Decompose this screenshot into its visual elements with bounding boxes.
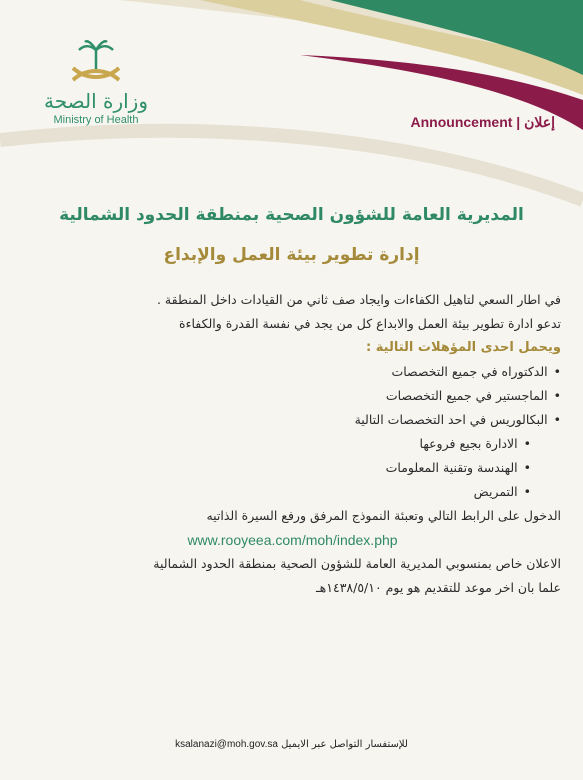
application-link[interactable]: www.rooyeea.com/moh/index.php (187, 532, 398, 548)
eligibility-note: الاعلان خاص بمنسوبي المديرية العامة للشؤون الصحية بمنطقة الحدود الشمالية (153, 556, 561, 571)
main-title: المديرية العامة للشؤون الصحية بمنطقة الحدود الشمالية (59, 205, 524, 225)
announcement-body (24, 288, 561, 600)
ministry-logo (36, 40, 156, 126)
specialization-item: • التمريض (24, 480, 561, 504)
logo-arabic-name: وزارة الصحة (44, 89, 148, 113)
specialization-item: • الهندسة وتقنية المعلومات (24, 456, 561, 480)
contact-footer (0, 739, 583, 750)
qualification-item: • الدكتوراه في جميع التخصصات (24, 360, 561, 384)
sub-title: إدارة تطوير بيئة العمل والإبداع (163, 245, 420, 265)
intro-line-1: في اطار السعي لتاهيل الكفاءات وايجاد صف ثاني من القيادات داخل المنطقة . (156, 292, 561, 307)
announcement-label: Announcement | إعلان (410, 114, 555, 130)
apply-instruction: الدخول على الرابط التالي وتعبئة النموذج المرفق ورفع السيرة الذاتيه (206, 508, 561, 523)
contact-text: للإستفسار التواصل عبر الايميل (281, 739, 408, 750)
logo-english-name: Ministry of Health (53, 114, 139, 126)
specialization-item: • الادارة بجيع فروعها (24, 432, 561, 456)
intro-line-2: تدعو ادارة تطوير بيئة العمل والابداع كل من يجد في نفسة القدرة والكفاءة (179, 316, 561, 331)
deadline-note: علما بان اخر موعد للتقديم هو يوم ١٤٣٨/٥/١٠هـ (316, 580, 561, 595)
palm-swords-emblem-icon (61, 40, 131, 88)
qualifications-heading: ويحمل احدى المؤهلات التالية : (366, 340, 561, 355)
qualification-item: • الماجستير في جميع التخصصات (24, 384, 561, 408)
qualification-item: • البكالوريس في احد التخصصات التالية (24, 408, 561, 432)
contact-email[interactable]: ksalanazi@moh.gov.sa (175, 739, 278, 750)
